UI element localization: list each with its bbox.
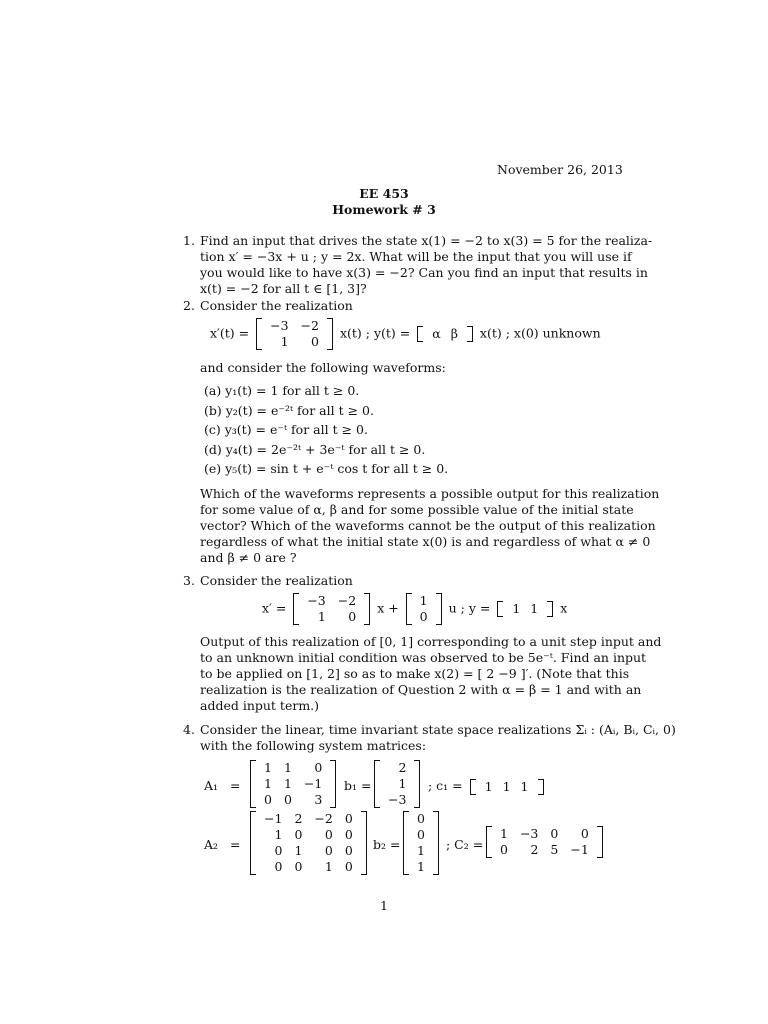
- list-item: (e) y₅(t) = sin t + e⁻ᵗ cos t for all t ≥ 0.: [204, 461, 449, 476]
- matrix-b2: 0 0 1 1: [403, 811, 439, 875]
- question-number: 1.: [183, 233, 195, 248]
- label-c1: ; c₁ = 1 1 1: [428, 778, 547, 795]
- question-2-intro: Consider the realization: [200, 298, 353, 313]
- equation-3: x′ = −3 −2 1 0 x + 1 0 u ; y = 1 1 x: [262, 593, 568, 624]
- label-b1: b₁ =: [344, 778, 372, 793]
- matrix-C: α β: [417, 326, 473, 342]
- label-A2: A₂: [204, 837, 219, 852]
- matrix-A: −3 −2 1 0: [293, 593, 370, 625]
- label-b2: b₂ =: [373, 837, 401, 852]
- question-4-text: Consider the linear, time invariant state space realizations Σᵢ : (Aᵢ, Bᵢ, Cᵢ, 0) with the following system matrices:: [200, 722, 676, 753]
- label-C2: ; C₂ =: [446, 837, 484, 852]
- question-number: 4.: [183, 722, 195, 737]
- question-3-body: Output of this realization of [0, 1] corresponding to a unit step input and to an unknown initial condition was observed to be 5e⁻ᵗ. Find an input to be applied on [1, 2] so as to make x(2) = [ 2 −9 ]′. (Note that this realization is the realization of Question 2 with α = β = 1 and with an added input term.): [200, 634, 662, 713]
- matrix-A1: 1 1 0 1 1 −1 0 0 3: [250, 760, 336, 808]
- waveform-list: [204, 383, 448, 481]
- equals-sign: =: [230, 778, 241, 793]
- matrix-A2: −1 2 −2 0 1 0 0 0 0 1 0 0 0 0 1 0: [250, 811, 367, 875]
- list-item: (c) y₃(t) = e⁻ᵗ for all t ≥ 0.: [204, 422, 368, 437]
- matrix-C2: 1 −3 0 0 0 2 5 −1: [486, 826, 603, 858]
- homework-title: Homework # 3: [332, 202, 436, 217]
- matrix-A: −3 −2 1 0: [256, 318, 333, 350]
- list-item: (a) y₁(t) = 1 for all t ≥ 0.: [204, 383, 360, 398]
- matrix-c1: 1 1 1: [470, 779, 544, 795]
- question-number: 3.: [183, 573, 195, 588]
- page-number: 1: [380, 898, 388, 913]
- question-3-intro: Consider the realization: [200, 573, 353, 588]
- course-title: EE 453: [359, 186, 409, 201]
- matrix-C: 1 1: [497, 601, 553, 617]
- matrix-b1: 2 1 −3: [374, 760, 420, 808]
- date-line: November 26, 2013: [497, 162, 623, 177]
- equation-2: x′(t) = −3 −2 1 0 x(t) ; y(t) = α β x(t) ; x(0) unknown: [210, 318, 601, 349]
- question-2-body: Which of the waveforms represents a possible output for this realization for some value of α, β and for some possible value of the initial state vector? Which of the waveforms cannot be the output of this realization regardless of what the initial state x(0) is and regardless of what α ≠ 0 and β ≠ 0 are ?: [200, 486, 660, 565]
- equals-sign: =: [230, 837, 241, 852]
- list-item: (d) y₄(t) = 2e⁻²ᵗ + 3e⁻ᵗ for all t ≥ 0.: [204, 441, 426, 457]
- label-A1: A₁: [204, 778, 219, 793]
- waveforms-intro: and consider the following waveforms:: [200, 360, 446, 375]
- list-item: (b) y₂(t) = e⁻²ᵗ for all t ≥ 0.: [204, 402, 374, 418]
- matrix-B: 1 0: [406, 593, 442, 625]
- question-number: 2.: [183, 298, 195, 313]
- question-1-text: Find an input that drives the state x(1) = −2 to x(3) = 5 for the realiza- tion x′ = −3x + u ; y = 2x. What will be the input that you will use if you would like to have x(3) = −2? Can you find an input that results in x(t) = −2 for all t ∈ [1, 3]?: [200, 233, 653, 296]
